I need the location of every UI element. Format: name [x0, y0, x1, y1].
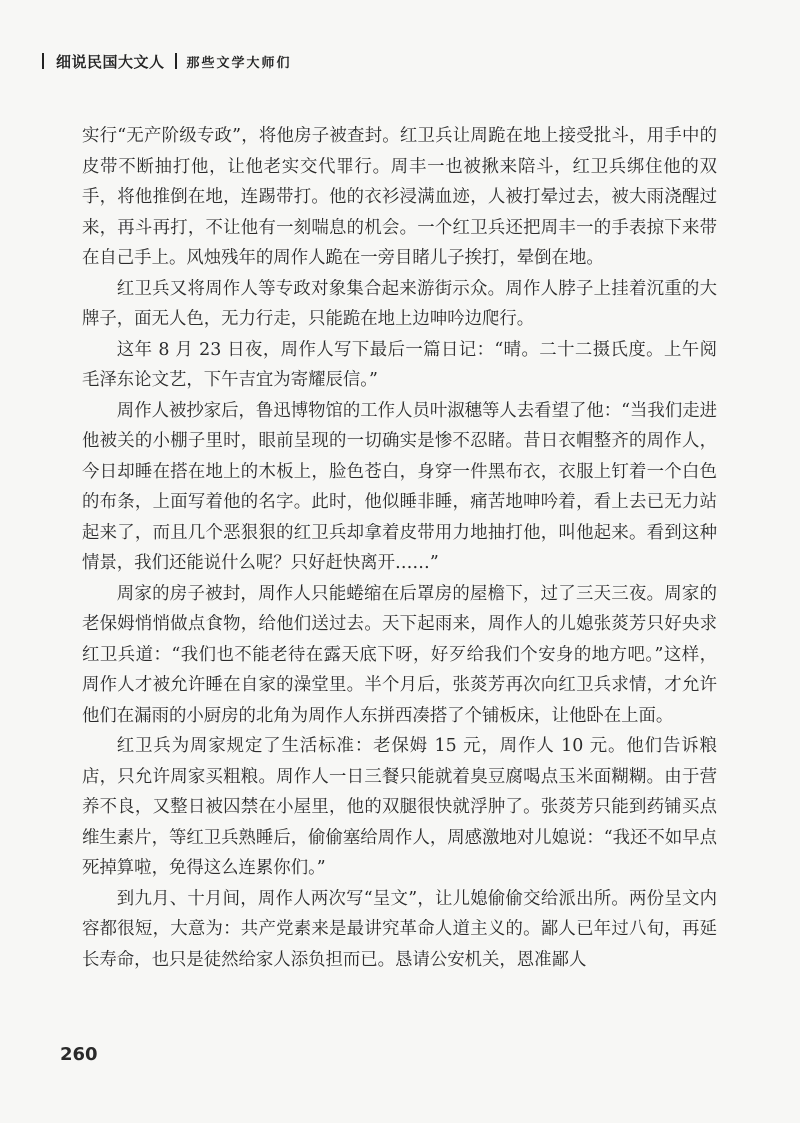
paragraph: 红卫兵为周家规定了生活标准：老保姆 15 元，周作人 10 元。他们告诉粮店，只允许周家买粗粮。周作人一日三餐只能就着臭豆腐喝点玉米面糊糊。由于营养不良，又整日被囚禁在小屋里，他的双腿很快就浮肿了。张菼芳只能到药铺买点维生素片，等红卫兵熟睡后，偷偷塞给周作人，周感激地对儿媳说：“我还不如早点死掉算啦，免得这么连累你们。” [82, 736, 717, 878]
section-title: 那些文学大师们 [186, 55, 292, 71]
paragraph: 周家的房子被封，周作人只能蜷缩在后罩房的屋檐下，过了三天三夜。周家的老保姆悄悄做点食物，给他们送过去。天下起雨来，周作人的儿媳张菼芳只好央求红卫兵道：“我们也不能老待在露天底下呀，好歹给我们个安身的地方吧。”这样，周作人才被允许睡在自家的澡堂里。半个月后，张菼芳再次向红卫兵求情，才允许他们在漏雨的小厨房的北角为周作人东拼西凑搭了个铺板床，让他卧在上面。 [82, 583, 717, 726]
running-header [42, 50, 292, 72]
header-divider [175, 53, 177, 69]
paragraph: 到九月、十月间，周作人两次写“呈文”，让儿媳偷偷交给派出所。两份呈文内容都很短，大意为：共产党素来是最讲究革命人道主义的。鄙人已年过八旬，再延长寿命，也只是徒然给家人添负担而已。恳请公安机关，恩准鄙人 [82, 888, 717, 970]
body-text [82, 121, 717, 975]
paragraph: 实行“无产阶级专政”，将他房子被查封。红卫兵让周跪在地上接受批斗，用手中的皮带不断抽打他，让他老实交代罪行。周丰一也被揪来陪斗，红卫兵绑住他的双手，将他推倒在地，连踢带打。他的衣衫浸满血迹，人被打晕过去，被大雨浇醒过来，再斗再打，不让他有一刻喘息的机会。一个红卫兵还把周丰一的手表掠下来带在自己手上。风烛残年的周作人跪在一旁目睹儿子挨打，晕倒在地。 [82, 126, 717, 268]
book-title: 细说民国大文人 [56, 52, 165, 71]
paragraph: 周作人被抄家后，鲁迅博物馆的工作人员叶淑穗等人去看望了他：“当我们走进他被关的小棚子里时，眼前呈现的一切确实是惨不忍睹。昔日衣帽整齐的周作人，今日却睡在搭在地上的木板上，脸色苍白，身穿一件黑布衣，衣服上钉着一个白色的布条，上面写着他的名字。此时，他似睡非睡，痛苦地呻吟着，看上去已无力站起来了，而且几个恶狠狠的红卫兵却拿着皮带用力地抽打他，叫他起来。看到这种情景，我们还能说什么呢？只好赶快离开……” [82, 400, 717, 573]
page-number: 260 [60, 1044, 98, 1065]
paragraph: 这年 8 月 23 日夜，周作人写下最后一篇日记：“晴。二十二摄氏度。上午阅毛泽东论文艺，下午吉宜为寄耀辰信。” [82, 339, 717, 390]
paragraph: 红卫兵又将周作人等专政对象集合起来游街示众。周作人脖子上挂着沉重的大牌子，面无人色，无力行走，只能跪在地上边呻吟边爬行。 [82, 278, 717, 329]
header-divider [42, 53, 44, 69]
